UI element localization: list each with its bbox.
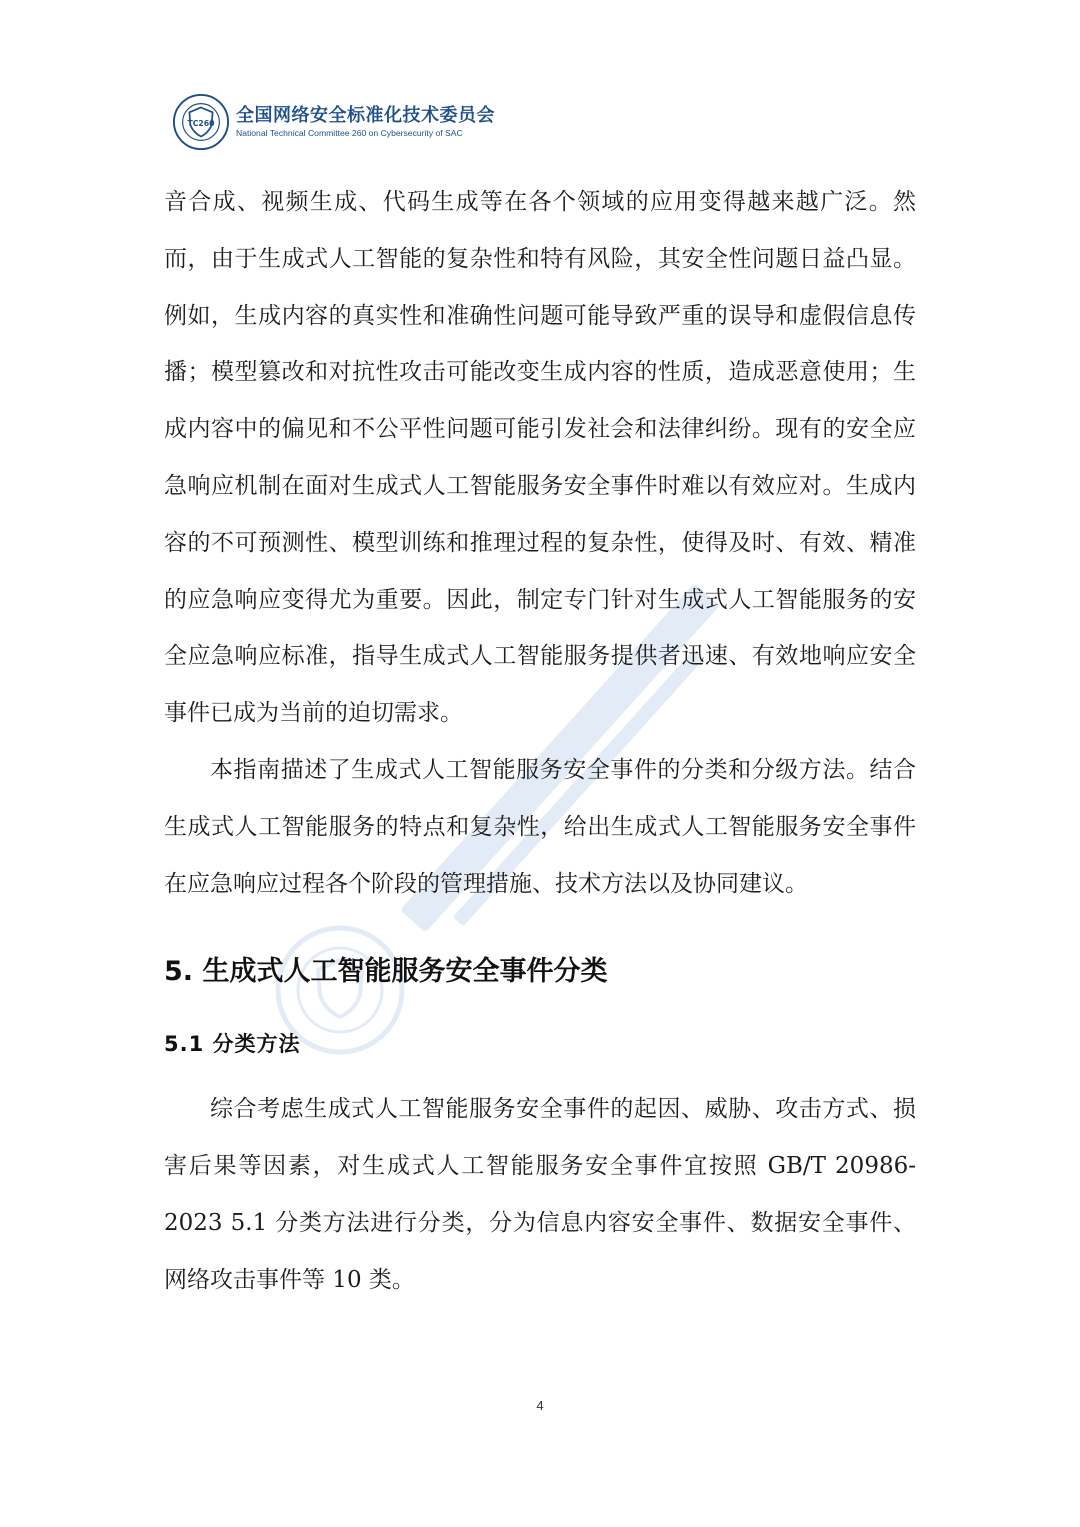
page-number: 4 bbox=[536, 1398, 544, 1413]
body-paragraph: 音合成、视频生成、代码生成等在各个领域的应用变得越来越广泛。然而，由于生成式人工智能的复杂性和特有风险，其安全性问题日益凸显。例如，生成内容的真实性和准确性问题可能导致严重的误导和虚假信息传播；模型篡改和对抗性攻击可能改变生成内容的性质，造成恶意使用；生成内容中的偏见和不公平性问题可能引发社会和法律纠纷。现有的安全应急响应机制在面对生成式人工智能服务安全事件时难以有效应对。生成内容的不可预测性、模型训练和推理过程的复杂性，使得及时、有效、精准的应急响应变得尤为重要。因此，制定专门针对生成式人工智能服务的安全应急响应标准，指导生成式人工智能服务提供者迅速、有效地响应安全事件已成为当前的迫切需求。 bbox=[164, 189, 916, 727]
body-paragraph: 本指南描述了生成式人工智能服务安全事件的分类和分级方法。结合生成式人工智能服务的特点和复杂性，给出生成式人工智能服务安全事件在应急响应过程各个阶段的管理措施、技术方法以及协同建议。 bbox=[164, 756, 916, 897]
section-heading: 5. 生成式人工智能服务安全事件分类 bbox=[164, 956, 608, 988]
page-header bbox=[172, 93, 495, 151]
org-name-cn: 全国网络安全标准化技术委员会 bbox=[236, 105, 495, 126]
tc260-seal-logo bbox=[172, 93, 230, 151]
organization-name bbox=[236, 105, 495, 139]
body-paragraph: 综合考虑生成式人工智能服务安全事件的起因、威胁、攻击方式、损害后果等因素，对生成式人工智能服务安全事件宜按照 GB/T 20986-2023 5.1 分类方法进行分类，分为信息内容安全事件、数据安全事件、网络攻击事件等 10 类。 bbox=[164, 1096, 916, 1293]
seal-logo-text: TC260 bbox=[187, 118, 215, 128]
subsection-heading: 5.1 分类方法 bbox=[164, 1032, 301, 1057]
org-name-en: National Technical Committee 260 on Cybersecurity of SAC bbox=[236, 128, 463, 138]
document-body bbox=[164, 174, 916, 1309]
